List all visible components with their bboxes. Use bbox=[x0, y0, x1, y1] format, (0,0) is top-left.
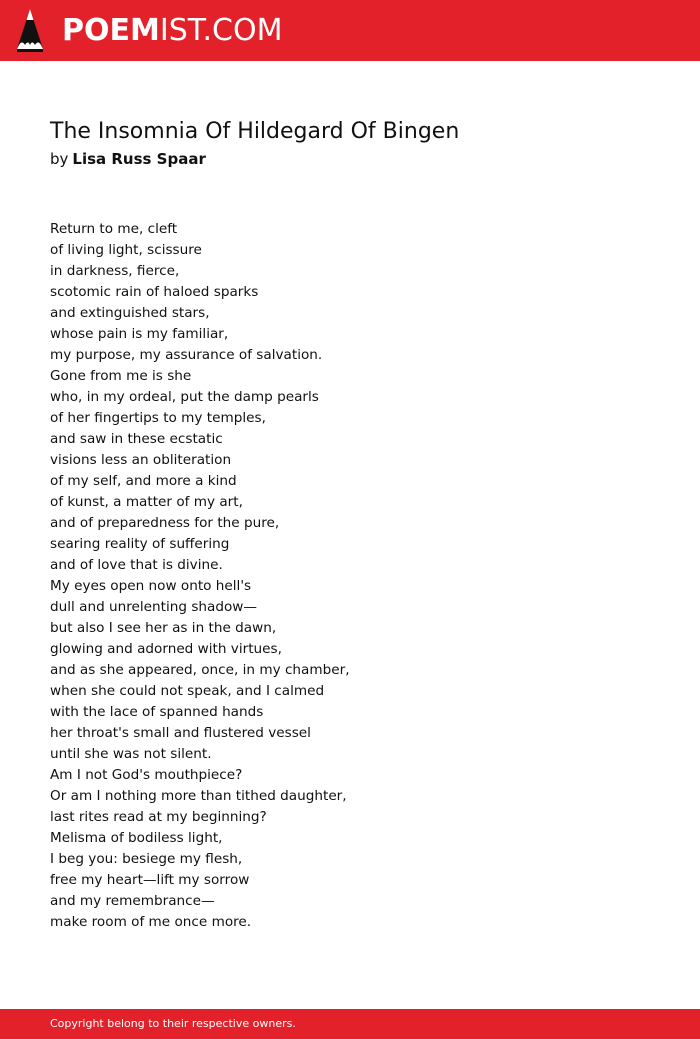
poem-line: Melisma of bodiless light, bbox=[50, 830, 223, 846]
poem-line: and extinguished stars, bbox=[50, 305, 210, 321]
poem-line: make room of me once more. bbox=[50, 914, 252, 930]
logo-light-text: IST.COM bbox=[159, 13, 283, 48]
by-label: by bbox=[50, 150, 69, 168]
poem-line: when she could not speak, and I calmed bbox=[50, 683, 325, 699]
site-footer bbox=[0, 1009, 700, 1039]
poem-line: her throat's small and flustered vessel bbox=[50, 725, 311, 741]
poem-line: whose pain is my familiar, bbox=[50, 326, 229, 342]
poem-line: and as she appeared, once, in my chamber, bbox=[50, 662, 350, 678]
poem-line: until she was not silent. bbox=[50, 746, 212, 762]
pencil-tip-icon bbox=[17, 9, 43, 52]
poem-line: Am I not God's mouthpiece? bbox=[50, 767, 243, 783]
poem-line: last rites read at my beginning? bbox=[50, 809, 267, 825]
poem-line: scotomic rain of haloed sparks bbox=[50, 284, 259, 300]
poem-line: and of love that is divine. bbox=[50, 557, 223, 573]
poem-line: of my self, and more a kind bbox=[50, 473, 237, 489]
copyright-text: Copyright belong to their respective owners. bbox=[50, 1017, 296, 1030]
poem-line: and my remembrance— bbox=[50, 893, 215, 909]
poem-line: My eyes open now onto hell's bbox=[50, 578, 252, 594]
poem-body bbox=[50, 219, 350, 933]
poem-line: searing reality of suffering bbox=[50, 536, 230, 552]
author-name: Lisa Russ Spaar bbox=[72, 150, 206, 168]
poem-line: free my heart—lift my sorrow bbox=[50, 872, 250, 888]
byline bbox=[50, 149, 206, 169]
site-header bbox=[0, 0, 700, 61]
poem-line: in darkness, fierce, bbox=[50, 263, 180, 279]
poem-line: my purpose, my assurance of salvation. bbox=[50, 347, 323, 363]
poem-line: visions less an obliteration bbox=[50, 452, 232, 468]
poem-line: of kunst, a matter of my art, bbox=[50, 494, 243, 510]
poem-line: dull and unrelenting shadow— bbox=[50, 599, 258, 615]
poem-line: of her fingertips to my temples, bbox=[50, 410, 266, 426]
poem-line: glowing and adorned with virtues, bbox=[50, 641, 282, 657]
poem-line: I beg you: besiege my flesh, bbox=[50, 851, 243, 867]
site-logo-link[interactable] bbox=[62, 12, 282, 50]
poem-line: and of preparedness for the pure, bbox=[50, 515, 280, 531]
poem-title: The Insomnia Of Hildegard Of Bingen bbox=[50, 119, 460, 144]
poem-line: with the lace of spanned hands bbox=[50, 704, 264, 720]
poem-line: and saw in these ecstatic bbox=[50, 431, 223, 447]
poem-line: Return to me, cleft bbox=[50, 221, 178, 237]
logo-bold-text: POEM bbox=[62, 13, 160, 48]
poem-line: Or am I nothing more than tithed daughter, bbox=[50, 788, 347, 804]
poem-line: of living light, scissure bbox=[50, 242, 202, 258]
poem-line: who, in my ordeal, put the damp pearls bbox=[50, 389, 319, 405]
poem-line: but also I see her as in the dawn, bbox=[50, 620, 277, 636]
poem-line: Gone from me is she bbox=[50, 368, 192, 384]
